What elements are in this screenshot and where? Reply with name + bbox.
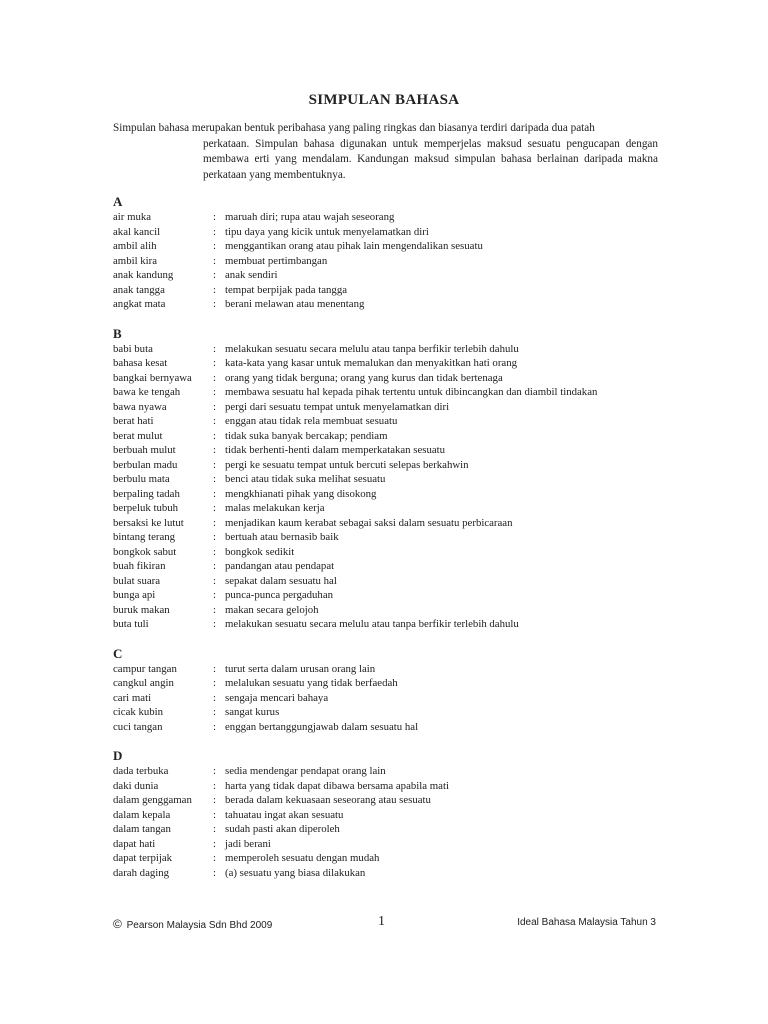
entry-meaning: menjadikan kaum kerabat sebagai saksi dalam sesuatu perbicaraan: [225, 516, 513, 529]
entry-separator: :: [213, 603, 216, 616]
entry-row: [113, 516, 673, 531]
entry-term: berpeluk tubuh: [113, 502, 179, 514]
section-letter: A: [113, 194, 123, 209]
entry-separator: :: [213, 444, 216, 456]
entry-row: [113, 297, 673, 312]
entry-separator: :: [213, 545, 216, 558]
entry-separator: :: [213, 342, 216, 355]
entry-row: [113, 603, 673, 618]
entry-separator: :: [213, 429, 216, 442]
entry-separator: :: [213, 779, 216, 792]
entry-separator: :: [213, 269, 216, 281]
entry-term: anak tangga: [113, 283, 165, 296]
entry-term: bongkok sabut: [113, 545, 177, 558]
entry-separator: :: [213, 357, 216, 369]
entry-row: [113, 676, 673, 691]
section-d: [113, 748, 673, 880]
copyright-notice: [113, 917, 272, 931]
entries-list: [113, 194, 673, 894]
entry-separator: :: [213, 225, 216, 238]
entry-row: [113, 720, 673, 735]
entry-separator: :: [213, 837, 216, 850]
entry-separator: :: [213, 662, 216, 675]
entry-row: [113, 414, 673, 429]
entry-meaning: enggan atau tidak rela membuat sesuatu: [225, 415, 398, 427]
entry-term: babi buta: [113, 342, 153, 355]
entry-term: ambil kira: [113, 254, 158, 267]
entry-separator: :: [213, 706, 216, 718]
page-number: 1: [378, 914, 385, 929]
entry-row: [113, 705, 673, 720]
entry-separator: :: [213, 720, 216, 733]
entry-meaning: sengaja mencari bahaya: [225, 691, 329, 704]
section-letter: D: [113, 748, 123, 763]
entry-row: [113, 268, 673, 283]
entry-row: [113, 588, 673, 603]
entry-row: [113, 501, 673, 516]
entry-separator: :: [213, 691, 216, 704]
entry-meaning: kata-kata yang kasar untuk memalukan dan menyakitkan hati orang: [225, 357, 518, 369]
entry-row: [113, 574, 673, 589]
entry-meaning: mengkhianati pihak yang disokong: [225, 487, 377, 500]
entry-row: [113, 225, 673, 240]
entry-separator: :: [213, 211, 216, 223]
entry-separator: :: [213, 415, 216, 427]
entry-meaning: bongkok sedikit: [225, 545, 295, 558]
entry-term: dada terbuka: [113, 765, 169, 777]
entry-row: [113, 254, 673, 269]
entry-meaning: melakukan sesuatu secara melulu atau tanpa berfikir terlebih dahulu: [225, 618, 519, 630]
entry-row: [113, 400, 673, 415]
entry-separator: :: [213, 487, 216, 500]
entry-term: berbuah mulut: [113, 444, 176, 456]
entry-meaning: tempat berpijak pada tangga: [225, 283, 348, 296]
entry-row: [113, 530, 673, 545]
intro-first-line: Simpulan bahasa merupakan bentuk peribahasa yang paling ringkas dan biasanya terdiri daripada dua patah: [113, 122, 595, 134]
entry-meaning: melalukan sesuatu yang tidak berfaedah: [225, 677, 398, 689]
section-letter: C: [113, 645, 123, 661]
entry-meaning: enggan bertanggungjawab dalam sesuatu hal: [225, 720, 419, 733]
entry-meaning: bertuah atau bernasib baik: [225, 531, 339, 543]
entry-separator: :: [213, 823, 216, 835]
entry-separator: :: [213, 516, 216, 529]
entry-meaning: orang yang tidak berguna; orang yang kurus dan tidak bertenaga: [225, 371, 503, 384]
entry-meaning: membawa sesuatu hal kepada pihak tertentu untuk dibincangkan dan diambil tindakan: [225, 386, 598, 398]
entry-term: cangkul angin: [113, 677, 174, 689]
entry-separator: :: [213, 852, 216, 864]
entry-meaning: sedia mendengar pendapat orang lain: [225, 765, 386, 777]
entry-row: [113, 458, 673, 473]
entry-term: ambil alih: [113, 240, 157, 252]
entry-meaning: memperoleh sesuatu dengan mudah: [225, 852, 380, 864]
entry-separator: :: [213, 531, 216, 543]
entry-term: bintang terang: [113, 531, 176, 543]
entry-term: berpaling tadah: [113, 487, 180, 500]
entry-meaning: jadi berani: [225, 837, 271, 850]
entry-term: dapat hati: [113, 837, 156, 850]
entry-meaning: pandangan atau pendapat: [225, 560, 335, 572]
entry-term: dalam genggaman: [113, 794, 192, 806]
entry-row: [113, 443, 673, 458]
entry-meaning: malas melakukan kerja: [225, 502, 325, 514]
entry-meaning: sudah pasti akan diperoleh: [225, 823, 340, 835]
entry-term: bulat suara: [113, 574, 161, 587]
entry-separator: :: [213, 618, 216, 630]
entry-separator: :: [213, 677, 216, 689]
entry-term: akal kancil: [113, 225, 161, 238]
entry-separator: :: [213, 808, 216, 821]
entry-meaning: tahuatau ingat akan sesuatu: [225, 808, 344, 821]
entry-meaning: membuat pertimbangan: [225, 254, 328, 267]
entry-term: bunga api: [113, 589, 156, 601]
entry-term: dalam tangan: [113, 823, 171, 835]
entry-meaning: tipu daya yang kicik untuk menyelamatkan diri: [225, 225, 429, 238]
entry-term: bawa nyawa: [113, 400, 167, 413]
entry-meaning: tidak berhenti-henti dalam memperkatakan sesuatu: [225, 444, 446, 456]
entry-row: [113, 239, 673, 254]
entry-meaning: menggantikan orang atau pihak lain mengendalikan sesuatu: [225, 240, 483, 252]
entry-separator: :: [213, 589, 216, 601]
entry-meaning: tidak suka banyak bercakap; pendiam: [225, 429, 388, 442]
page-footer: [113, 916, 658, 932]
entry-meaning: punca-punca pergaduhan: [225, 589, 334, 601]
entry-row: [113, 851, 673, 866]
entry-row: [113, 342, 673, 357]
entry-row: [113, 356, 673, 371]
entry-row: [113, 837, 673, 852]
entry-term: berbulu mata: [113, 473, 170, 485]
entry-row: [113, 210, 673, 225]
entry-separator: :: [213, 794, 216, 806]
entry-term: bawa ke tengah: [113, 386, 181, 398]
entry-meaning: sangat kurus: [225, 706, 280, 718]
page-title: SIMPULAN BAHASA: [308, 92, 460, 108]
entry-separator: :: [213, 560, 216, 572]
entry-separator: :: [213, 574, 216, 587]
entry-term: anak kandung: [113, 269, 174, 281]
entry-row: [113, 808, 673, 823]
entry-term: bersaksi ke lutut: [113, 516, 184, 529]
entry-meaning: sepakat dalam sesuatu hal: [225, 574, 337, 587]
entry-separator: :: [213, 458, 216, 471]
entry-term: cari mati: [113, 691, 152, 704]
entry-term: cuci tangan: [113, 720, 163, 733]
entry-separator: :: [213, 765, 216, 777]
entry-term: angkat mata: [113, 298, 166, 310]
entry-row: [113, 617, 673, 632]
entry-term: dalam kepala: [113, 808, 171, 821]
entry-term: campur tangan: [113, 662, 177, 675]
entry-term: berat mulut: [113, 429, 163, 442]
book-title: Ideal Bahasa Malaysia Tahun 3: [517, 917, 656, 928]
intro-continuation: perkataan. Simpulan bahasa digunakan untuk memperjelas maksud sesuatu pengucapan dengan membawa erti yang mendalam. Kandungan maksud simpulan bahasa berlainan daripada makna perkataan yang membentuknya.: [203, 137, 658, 181]
entry-meaning: makan secara gelojoh: [225, 603, 319, 616]
entry-meaning: maruah diri; rupa atau wajah seseorang: [225, 211, 395, 223]
entry-separator: :: [213, 371, 216, 384]
entry-row: [113, 793, 673, 808]
entry-meaning: anak sendiri: [225, 269, 278, 281]
entry-term: dapat terpijak: [113, 852, 173, 864]
entry-separator: :: [213, 298, 216, 310]
entry-row: [113, 545, 673, 560]
entry-row: [113, 429, 673, 444]
entry-term: berat hati: [113, 415, 154, 427]
entry-meaning: (a) sesuatu yang biasa dilakukan: [225, 866, 366, 879]
section-letter: B: [113, 325, 122, 341]
entry-meaning: pergi ke sesuatu tempat untuk bercuti selepas berkahwin: [225, 458, 469, 471]
entry-row: [113, 487, 673, 502]
section-c: [113, 646, 673, 735]
entry-row: [113, 371, 673, 386]
copyright-icon: ©: [113, 917, 122, 931]
entry-term: berbulan madu: [113, 458, 178, 471]
entry-row: [113, 472, 673, 487]
entry-meaning: benci atau tidak suka melihat sesuatu: [225, 473, 386, 485]
entry-term: darah daging: [113, 866, 170, 879]
entry-row: [113, 385, 673, 400]
entry-row: [113, 779, 673, 794]
copyright-text: Pearson Malaysia Sdn Bhd 2009: [126, 920, 273, 931]
entry-separator: :: [213, 502, 216, 514]
entry-meaning: harta yang tidak dapat dibawa bersama apabila mati: [225, 779, 449, 792]
entry-meaning: berani melawan atau menentang: [225, 298, 365, 310]
entry-term: air muka: [113, 211, 152, 223]
intro-paragraph: [113, 121, 658, 183]
entry-term: bahasa kesat: [113, 357, 168, 369]
entry-term: buta tuli: [113, 618, 149, 630]
entry-meaning: turut serta dalam urusan orang lain: [225, 662, 376, 675]
entry-separator: :: [213, 386, 216, 398]
entry-row: [113, 283, 673, 298]
entry-meaning: pergi dari sesuatu tempat untuk menyelamatkan diri: [225, 400, 450, 413]
entry-term: cicak kubin: [113, 706, 164, 718]
entry-meaning: melakukan sesuatu secara melulu atau tanpa berfikir terlebih dahulu: [225, 342, 519, 355]
entry-separator: :: [213, 254, 216, 267]
entry-term: bangkai bernyawa: [113, 371, 192, 384]
entry-row: [113, 822, 673, 837]
entry-separator: :: [213, 400, 216, 413]
entry-separator: :: [213, 473, 216, 485]
entry-term: daki dunia: [113, 779, 159, 792]
entry-term: buah fikiran: [113, 560, 166, 572]
entry-row: [113, 691, 673, 706]
entry-separator: :: [213, 283, 216, 296]
section-b: [113, 326, 673, 632]
entry-separator: :: [213, 240, 216, 252]
entry-row: [113, 764, 673, 779]
entry-separator: :: [213, 866, 216, 879]
entry-row: [113, 559, 673, 574]
entry-term: buruk makan: [113, 603, 170, 616]
entry-row: [113, 662, 673, 677]
section-a: [113, 194, 673, 312]
entry-row: [113, 866, 673, 881]
entry-meaning: berada dalam kekuasaan seseorang atau sesuatu: [225, 794, 431, 806]
